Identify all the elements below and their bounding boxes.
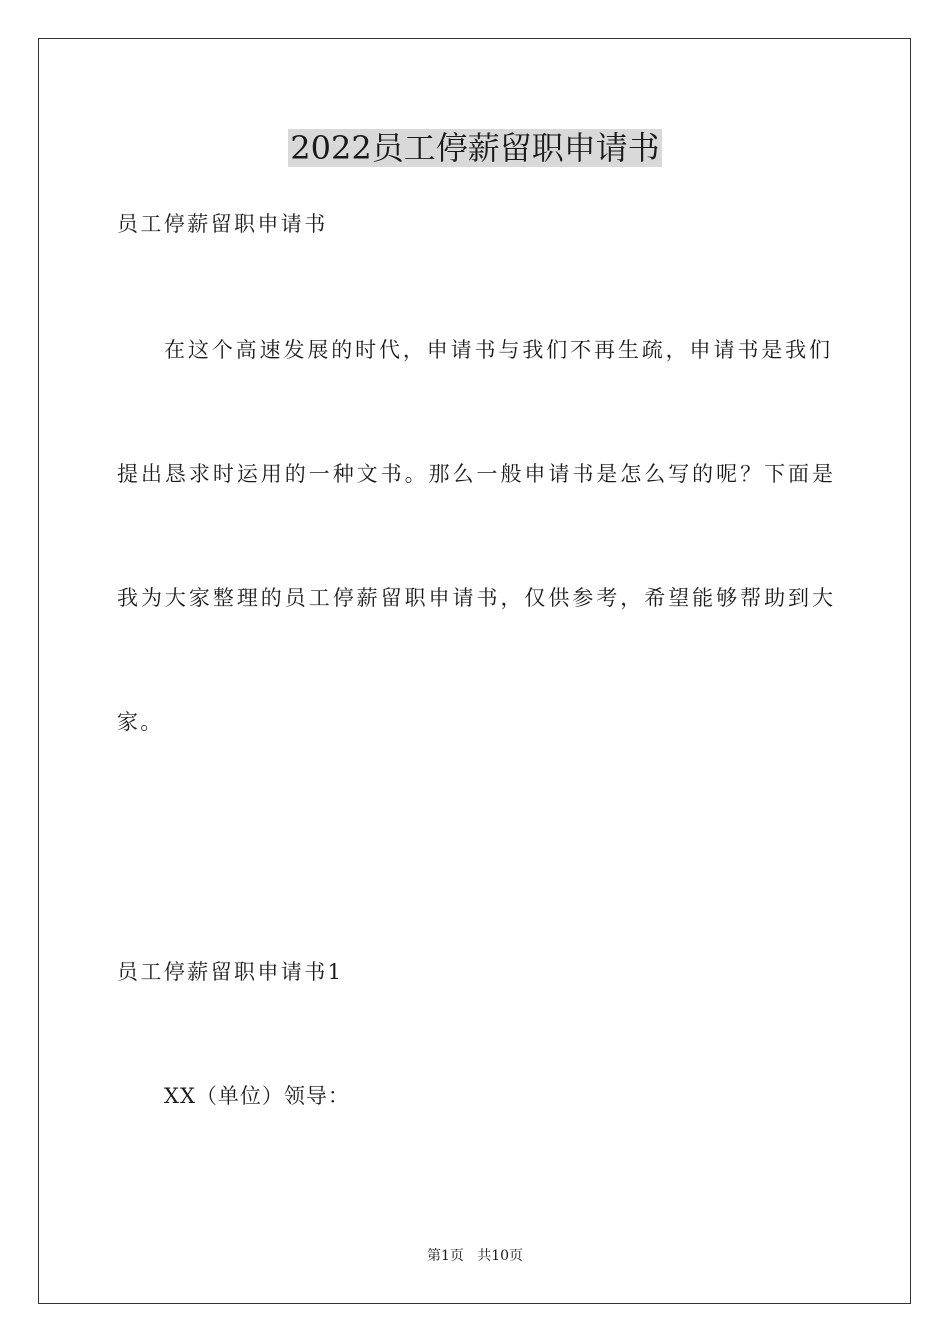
intro-line-4: 家。 — [117, 710, 164, 734]
section-heading: 员工停薪留职申请书1 — [117, 960, 344, 984]
intro-line-3: 我为大家整理的员工停薪留职申请书，仅供参考，希望能够帮助到大 — [117, 586, 833, 610]
salutation: XX（单位）领导： — [164, 1084, 350, 1108]
document-title-text: 2022员工停薪留职申请书 — [290, 129, 660, 167]
document-title — [0, 126, 950, 170]
document-subtitle: 员工停薪留职申请书 — [117, 212, 328, 236]
intro-line-1: 在这个高速发展的时代，申请书与我们不再生疏，申请书是我们 — [164, 338, 830, 362]
intro-line-2: 提出恳求时运用的一种文书。那么一般申请书是怎么写的呢？下面是 — [117, 462, 833, 486]
page-footer: 第1页 共10页 — [426, 1248, 524, 1264]
